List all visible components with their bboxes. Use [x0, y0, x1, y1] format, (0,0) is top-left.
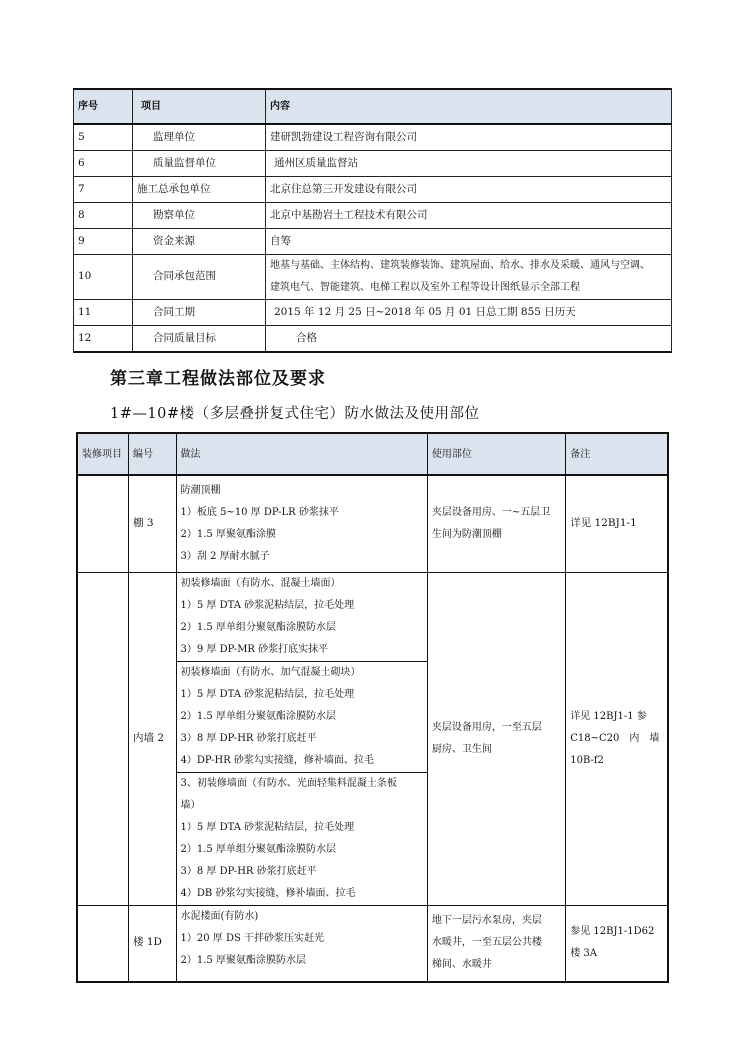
method-group: [177, 661, 427, 772]
row-content: 建研凯勃建设工程咨询有限公司: [266, 124, 672, 151]
row-note: [566, 573, 668, 906]
table-row: [74, 255, 672, 300]
method-line: 3）9 厚 DP-MR 砂浆打底实抹平: [180, 644, 329, 655]
note-line: 参见 12BJ1-1D62: [570, 926, 655, 938]
row-content: 通州区质量监督站: [266, 151, 672, 177]
note-line: C18~C20 内 墙: [570, 733, 660, 744]
location-line: 梯间、水暖井: [431, 959, 492, 971]
method-line: 4）DB 砂浆勾实接缝，修补墙面、拉毛: [180, 888, 356, 899]
table-row: [77, 573, 668, 906]
method-line: 3、初装修墙面（有防水、光面轻集料混凝土条板: [180, 778, 397, 789]
row-no: 6: [74, 151, 133, 177]
method-line: 1）5 厚 DTA 砂浆泥粘结层，拉毛处理: [180, 689, 355, 700]
section-title: 1#—10#楼（多层叠拼复式住宅）防水做法及使用部位: [110, 406, 480, 422]
row-item: 合同承包范围: [133, 255, 266, 300]
row-content: 合格: [266, 326, 672, 353]
row-item: 勘察单位: [133, 203, 266, 229]
header-no: 序号: [74, 89, 133, 124]
header-decoration-item: [77, 433, 129, 475]
content-line: 建筑电气、智能建筑、电梯工程以及室外工程等设计图纸显示全部工程: [270, 282, 580, 293]
row-item: 监理单位: [133, 124, 266, 151]
method-line: 墙）: [180, 800, 201, 811]
content-line: 地基与基础、主体结构、建筑装修装饰、建筑屋面、给水、排水及采暖、通风与空调、: [270, 260, 650, 271]
row-code: 棚 3: [129, 475, 177, 573]
method-line: 3）刮 2 厚耐水腻子: [180, 551, 270, 562]
table-row: [77, 475, 668, 573]
header-method: 做法: [176, 433, 427, 475]
table-row: [74, 151, 672, 177]
row-note: [566, 906, 668, 982]
table-row: [74, 326, 672, 353]
row-no: 10: [74, 255, 133, 300]
note-line: 10B-f2: [570, 755, 604, 766]
row-item: 施工总承包单位: [133, 177, 266, 203]
header-note: 备注: [566, 433, 668, 475]
location-line: 地下一层污水泵房，夹层: [431, 915, 542, 927]
table-row: [74, 229, 672, 255]
header-code: 编号: [129, 433, 177, 475]
table-row: [77, 906, 668, 982]
method-line: 2）1.5 厚单组分聚氨酯涂膜防水层: [180, 844, 336, 855]
row-location: [427, 906, 565, 982]
method-line: 初装修墙面（有防水、混凝土墙面）: [180, 578, 341, 589]
location-line: 厨房、卫生间: [431, 744, 492, 755]
row-content: 北京中基勘岩土工程技术有限公司: [266, 203, 672, 229]
row-no: 8: [74, 203, 133, 229]
method-line: 3）8 厚 DP-HR 砂浆打底赶平: [180, 866, 317, 877]
chapter-title: 第三章工程做法部位及要求: [110, 369, 326, 389]
row-content: [266, 255, 672, 300]
waterproof-table: [76, 432, 669, 983]
method-line: 1）5 厚 DTA 砂浆泥粘结层，拉毛处理: [180, 822, 355, 833]
method-line: 2）1.5 厚聚氨酯涂膜防水层: [180, 955, 306, 966]
note-line: 详见 12BJ1-1 参: [570, 711, 647, 722]
row-location: [427, 475, 565, 573]
method-line: 1）20 厚 DS 干拌砂浆压实赶光: [180, 933, 325, 944]
row-no: 12: [74, 326, 133, 353]
row-method: [176, 573, 427, 906]
row-code: 楼 1D: [129, 906, 177, 982]
method-line: 1）板底 5~10 厚 DP-LR 砂浆抹平: [180, 507, 339, 518]
row-item: 质量监督单位: [133, 151, 266, 177]
table-row: [74, 177, 672, 203]
row-content: 北京住总第三开发建设有限公司: [266, 177, 672, 203]
method-line: 2）1.5 厚聚氨酯涂膜: [180, 529, 276, 540]
row-content: 自筹: [266, 229, 672, 255]
location-line: 水暖井，一至五层公共楼: [431, 937, 542, 949]
table-header-row: [77, 433, 668, 475]
method-line: 初装修墙面（有防水、加气混凝土砌块）: [180, 667, 361, 678]
row-code: 内墙 2: [129, 573, 177, 906]
table-header-row: [74, 89, 672, 124]
row-no: 9: [74, 229, 133, 255]
row-item: 合同质量目标: [133, 326, 266, 353]
row-no: 11: [74, 300, 133, 326]
method-line: 2）1.5 厚单组分聚氨酯涂膜防水层: [180, 711, 336, 722]
location-line: 生间为防潮顶棚: [431, 529, 502, 540]
location-line: 夹层设备用房，一至五层: [431, 722, 542, 733]
header-label: 装修项目: [82, 448, 122, 460]
row-method: [176, 475, 427, 573]
header-location: 使用部位: [427, 433, 565, 475]
method-group: [177, 573, 427, 661]
method-line: 1）5 厚 DTA 砂浆泥粘结层，拉毛处理: [180, 600, 355, 611]
table-row: [74, 203, 672, 229]
row-content: 2015 年 12 月 25 日~2018 年 05 月 01 日总工期 855 日历天: [266, 300, 672, 326]
row-item: 资金来源: [133, 229, 266, 255]
row-item: 合同工期: [133, 300, 266, 326]
empty-cell: [77, 906, 129, 982]
header-item: 项目: [133, 89, 266, 124]
method-line: 防潮顶棚: [180, 485, 221, 496]
row-no: 7: [74, 177, 133, 203]
row-no: 5: [74, 124, 133, 151]
table-row: [74, 300, 672, 326]
method-line: 水泥楼面(有防水): [180, 911, 259, 922]
project-info-table: [73, 88, 672, 353]
row-note: 详见 12BJ1-1: [566, 475, 668, 573]
row-location: [427, 573, 565, 906]
row-method: [176, 906, 427, 982]
location-line: 夹层设备用房、一~五层卫: [431, 507, 551, 518]
empty-cell: [77, 475, 129, 573]
method-group: [177, 772, 427, 905]
method-line: 2）1.5 厚单组分聚氨酯涂膜防水层: [180, 622, 336, 633]
method-line: 4）DP-HR 砂浆勾实接缝，修补墙面、拉毛: [180, 755, 374, 766]
header-content: 内容: [266, 89, 672, 124]
empty-cell: [77, 573, 129, 906]
method-line: 3）8 厚 DP-HR 砂浆打底赶平: [180, 733, 317, 744]
note-line: 楼 3A: [570, 948, 597, 960]
table-row: [74, 124, 672, 151]
